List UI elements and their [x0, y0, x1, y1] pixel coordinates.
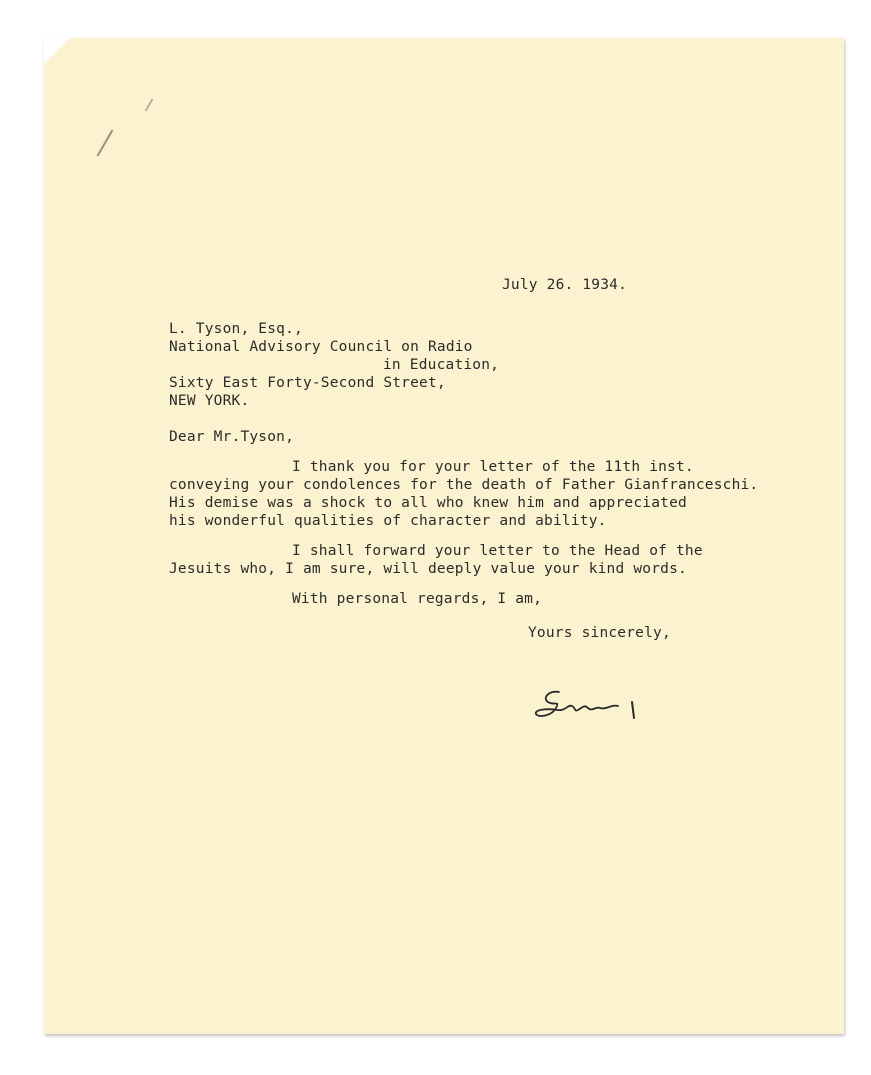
paragraph1-line1: I thank you for your letter of the 11th inst. [292, 459, 694, 475]
paragraph2-line2: Jesuits who, I am sure, will deeply value your kind words. [169, 561, 687, 577]
paper-crease-mark-small [145, 98, 154, 111]
recipient-name: L. Tyson, Esq., [169, 321, 303, 337]
recipient-city: NEW YORK. [169, 393, 250, 409]
handwritten-signature [534, 678, 654, 728]
salutation: Dear Mr.Tyson, [169, 429, 295, 445]
paper-crease-mark [97, 130, 114, 157]
closing-line: Yours sincerely, [528, 625, 671, 641]
paragraph1-line4: his wonderful qualities of character and ability. [169, 513, 607, 529]
folded-corner [44, 38, 70, 64]
recipient-street: Sixty East Forty-Second Street, [169, 375, 446, 391]
paragraph2-line1: I shall forward your letter to the Head of the [292, 543, 703, 559]
paragraph1-line3: His demise was a shock to all who knew him and appreciated [169, 495, 687, 511]
recipient-org-line1: National Advisory Council on Radio [169, 339, 473, 355]
recipient-org-line2: in Education, [383, 357, 500, 373]
regards-line: With personal regards, I am, [292, 591, 543, 607]
letter-date: July 26. 1934. [502, 277, 628, 293]
paragraph1-line2: conveying your condolences for the death of Father Gianfranceschi. [169, 477, 759, 493]
letter-page [44, 38, 844, 1034]
